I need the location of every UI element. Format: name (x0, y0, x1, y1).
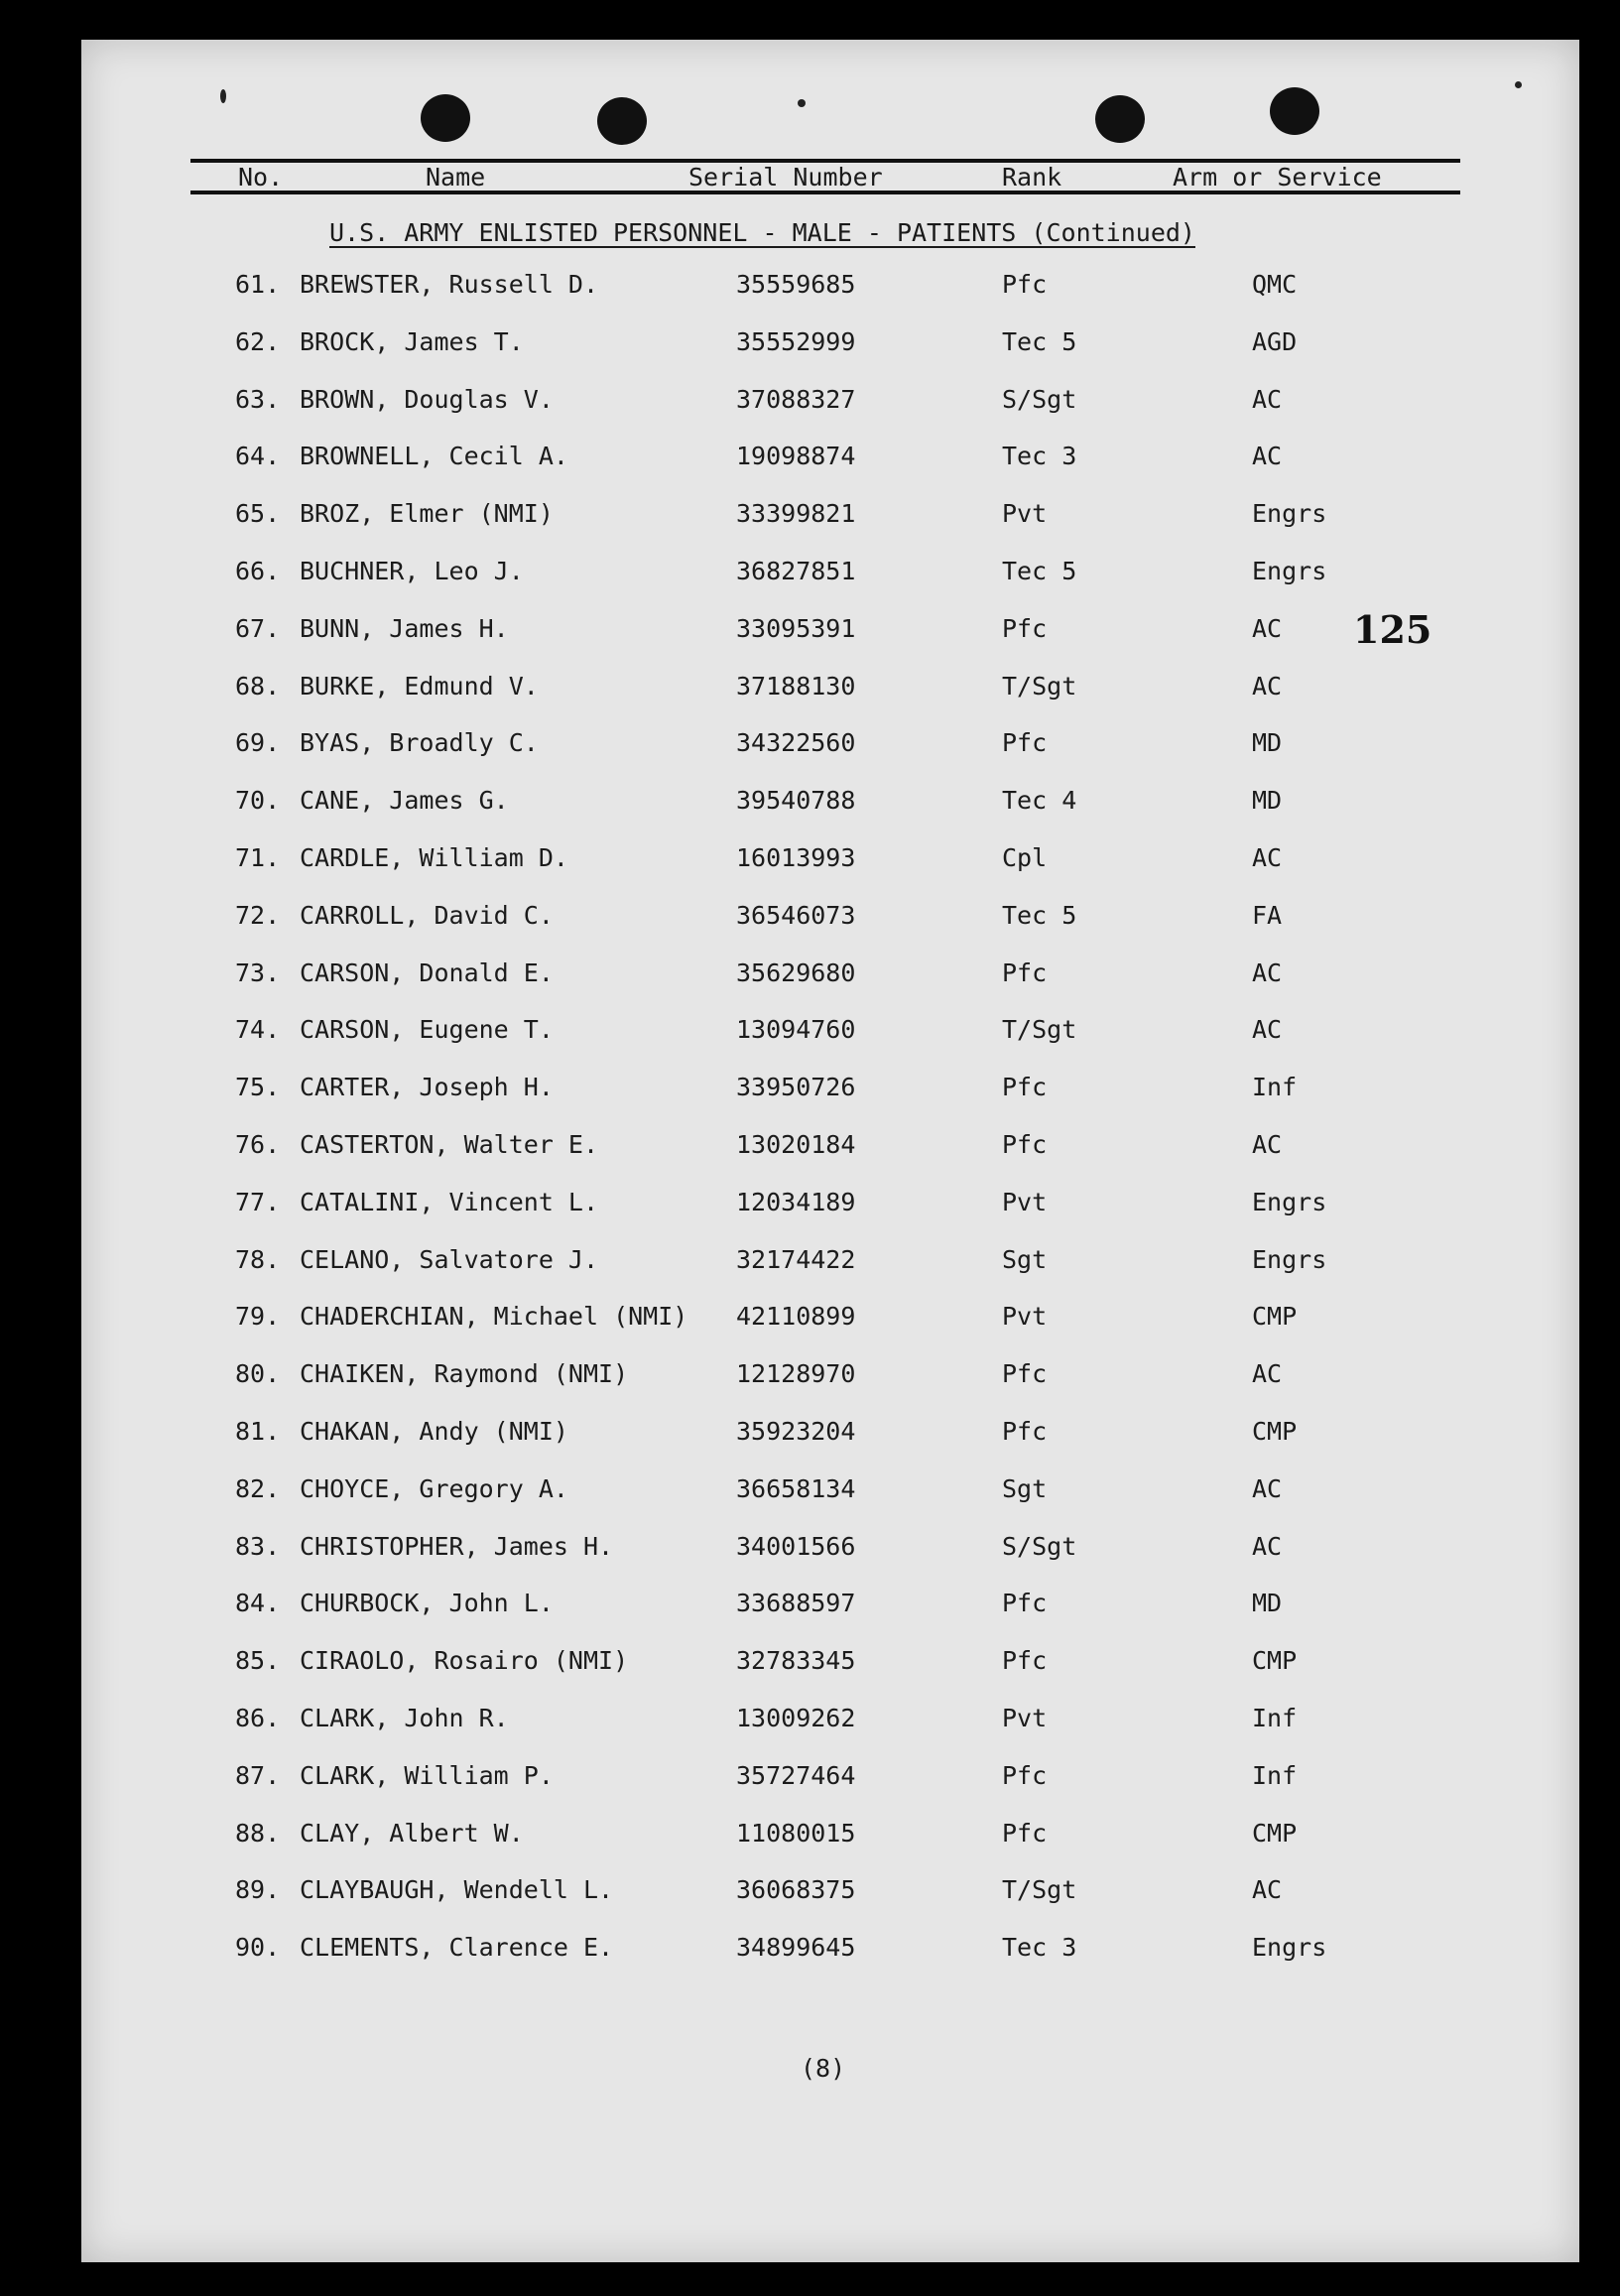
serial-number: 12128970 (736, 1359, 856, 1389)
person-name: CELANO, Salvatore J. (300, 1244, 599, 1274)
rank: Cpl (1002, 843, 1048, 872)
row-number: 84. (235, 1589, 281, 1618)
col-header-rank: Rank (1002, 163, 1062, 191)
row-number: 71. (235, 843, 281, 872)
person-name: CATALINI, Vincent L. (300, 1187, 599, 1216)
person-name: BURKE, Edmund V. (300, 671, 539, 701)
ink-speck (1515, 81, 1522, 88)
row-number: 72. (235, 900, 281, 930)
serial-number: 33399821 (736, 499, 856, 529)
person-name: CARDLE, William D. (300, 843, 568, 872)
table-row (81, 385, 1579, 425)
rank: Pfc (1002, 1760, 1048, 1790)
arm-or-service: AC (1252, 613, 1283, 643)
rank: Pfc (1002, 270, 1048, 299)
section-title: U.S. ARMY ENLISTED PERSONNEL - MALE - PATIENTS (Continued) (329, 218, 1195, 247)
person-name: BROZ, Elmer (NMI) (300, 499, 554, 529)
person-name: CHURBOCK, John L. (300, 1589, 554, 1618)
arm-or-service: AC (1252, 843, 1283, 872)
serial-number: 13020184 (736, 1130, 856, 1159)
person-name: CIRAOLO, Rosairo (NMI) (300, 1646, 629, 1676)
arm-or-service: AC (1252, 1875, 1283, 1905)
rank: Pfc (1002, 1130, 1048, 1159)
rank: Pvt (1002, 1302, 1048, 1332)
rank: Tec 3 (1002, 442, 1077, 471)
serial-number: 36658134 (736, 1473, 856, 1503)
person-name: BREWSTER, Russell D. (300, 270, 599, 299)
punch-hole (1270, 87, 1319, 135)
document-page (81, 40, 1579, 2262)
row-number: 76. (235, 1130, 281, 1159)
serial-number: 34322560 (736, 728, 856, 758)
serial-number: 39540788 (736, 786, 856, 816)
table-row (81, 1819, 1579, 1858)
table-row (81, 1130, 1579, 1170)
person-name: CARSON, Eugene T. (300, 1015, 554, 1045)
arm-or-service: AC (1252, 1015, 1283, 1045)
rank: Tec 5 (1002, 326, 1077, 356)
ink-speck (220, 89, 226, 103)
person-name: CLAYBAUGH, Wendell L. (300, 1875, 614, 1905)
row-number: 82. (235, 1473, 281, 1503)
rank: Pfc (1002, 1417, 1048, 1446)
person-name: CLARK, William P. (300, 1760, 554, 1790)
rank: Tec 5 (1002, 557, 1077, 585)
person-name: CHADERCHIAN, Michael (NMI) (300, 1302, 688, 1332)
arm-or-service: Inf (1252, 1704, 1298, 1732)
row-number: 85. (235, 1646, 281, 1676)
table-row (81, 1875, 1579, 1915)
punch-hole (597, 97, 647, 145)
rank: Pfc (1002, 728, 1048, 758)
arm-or-service: CMP (1252, 1417, 1298, 1446)
rank: Pvt (1002, 499, 1048, 529)
col-header-no: No. (238, 163, 284, 191)
col-header-arm: Arm or Service (1173, 163, 1382, 191)
serial-number: 16013993 (736, 843, 856, 872)
arm-or-service: Engrs (1252, 499, 1327, 529)
serial-number: 35727464 (736, 1760, 856, 1790)
arm-or-service: AC (1252, 1130, 1283, 1159)
table-row (81, 442, 1579, 481)
serial-number: 37188130 (736, 671, 856, 701)
serial-number: 33095391 (736, 613, 856, 643)
row-number: 68. (235, 671, 281, 701)
rank: Pvt (1002, 1187, 1048, 1216)
rank: Pfc (1002, 613, 1048, 643)
person-name: CARSON, Donald E. (300, 957, 554, 987)
serial-number: 35559685 (736, 270, 856, 299)
arm-or-service: AC (1252, 384, 1283, 414)
punch-hole (421, 94, 470, 142)
serial-number: 32783345 (736, 1646, 856, 1676)
rank: Sgt (1002, 1244, 1048, 1274)
row-number: 67. (235, 613, 281, 643)
row-number: 80. (235, 1359, 281, 1389)
arm-or-service: FA (1252, 900, 1283, 930)
person-name: BYAS, Broadly C. (300, 728, 539, 758)
col-header-name: Name (426, 163, 486, 191)
serial-number: 13094760 (736, 1015, 856, 1045)
serial-number: 34001566 (736, 1531, 856, 1561)
row-number: 88. (235, 1818, 281, 1848)
rank: Pfc (1002, 1359, 1048, 1389)
row-number: 81. (235, 1417, 281, 1446)
rank: T/Sgt (1002, 1875, 1077, 1905)
row-number: 77. (235, 1187, 281, 1216)
arm-or-service: CMP (1252, 1646, 1298, 1676)
row-number: 62. (235, 326, 281, 356)
person-name: CARROLL, David C. (300, 900, 554, 930)
person-name: BROCK, James T. (300, 326, 524, 356)
table-row (81, 728, 1579, 768)
ink-speck (798, 99, 806, 107)
arm-or-service: AC (1252, 1473, 1283, 1503)
row-number: 73. (235, 957, 281, 987)
serial-number: 36546073 (736, 900, 856, 930)
row-number: 70. (235, 786, 281, 816)
rank: S/Sgt (1002, 1531, 1077, 1561)
serial-number: 35923204 (736, 1417, 856, 1446)
arm-or-service: CMP (1252, 1302, 1298, 1332)
rank: Pfc (1002, 1589, 1048, 1618)
table-row (81, 1188, 1579, 1227)
table-row (81, 1646, 1579, 1686)
serial-number: 34899645 (736, 1933, 856, 1963)
serial-number: 36827851 (736, 557, 856, 585)
arm-or-service: Inf (1252, 1760, 1298, 1790)
row-number: 65. (235, 499, 281, 529)
serial-number: 35629680 (736, 957, 856, 987)
table-row (81, 958, 1579, 998)
person-name: BROWN, Douglas V. (300, 384, 554, 414)
serial-number: 42110899 (736, 1302, 856, 1332)
punch-hole (1095, 95, 1145, 143)
rank: Tec 3 (1002, 1933, 1077, 1963)
row-number: 83. (235, 1531, 281, 1561)
table-row (81, 1761, 1579, 1801)
person-name: CLAY, Albert W. (300, 1818, 524, 1848)
person-name: CLARK, John R. (300, 1704, 509, 1732)
serial-number: 33688597 (736, 1589, 856, 1618)
serial-number: 37088327 (736, 384, 856, 414)
table-row (81, 1933, 1579, 1973)
table-row (81, 1474, 1579, 1514)
arm-or-service: AC (1252, 1531, 1283, 1561)
table-row (81, 499, 1579, 539)
row-number: 64. (235, 442, 281, 471)
serial-number: 33950726 (736, 1073, 856, 1102)
serial-number: 36068375 (736, 1875, 856, 1905)
person-name: CANE, James G. (300, 786, 509, 816)
arm-or-service: MD (1252, 1589, 1283, 1618)
row-number: 78. (235, 1244, 281, 1274)
person-name: CLEMENTS, Clarence E. (300, 1933, 614, 1963)
person-name: CHRISTOPHER, James H. (300, 1531, 614, 1561)
arm-or-service: AC (1252, 442, 1283, 471)
table-row (81, 1245, 1579, 1285)
person-name: CHOYCE, Gregory A. (300, 1473, 568, 1503)
row-number: 63. (235, 384, 281, 414)
person-name: CHAIKEN, Raymond (NMI) (300, 1359, 629, 1389)
row-number: 61. (235, 270, 281, 299)
row-number: 69. (235, 728, 281, 758)
arm-or-service: AC (1252, 1359, 1283, 1389)
arm-or-service: Engrs (1252, 557, 1327, 585)
person-name: BROWNELL, Cecil A. (300, 442, 568, 471)
serial-number: 13009262 (736, 1704, 856, 1732)
arm-or-service: MD (1252, 786, 1283, 816)
page-number: (8) (801, 2054, 846, 2083)
table-row (81, 1302, 1579, 1341)
row-number: 66. (235, 557, 281, 585)
row-number: 87. (235, 1760, 281, 1790)
table-row (81, 786, 1579, 826)
serial-number: 35552999 (736, 326, 856, 356)
serial-number: 19098874 (736, 442, 856, 471)
table-row (81, 1417, 1579, 1457)
rank: Pfc (1002, 1818, 1048, 1848)
rank: Pfc (1002, 1073, 1048, 1102)
rank: Tec 5 (1002, 900, 1077, 930)
arm-or-service: QMC (1252, 270, 1298, 299)
person-name: CARTER, Joseph H. (300, 1073, 554, 1102)
arm-or-service: CMP (1252, 1818, 1298, 1848)
row-number: 74. (235, 1015, 281, 1045)
rank: Pvt (1002, 1704, 1048, 1732)
serial-number: 12034189 (736, 1187, 856, 1216)
row-number: 90. (235, 1933, 281, 1963)
rank: Sgt (1002, 1473, 1048, 1503)
row-number: 89. (235, 1875, 281, 1905)
col-header-serial: Serial Number (688, 163, 883, 191)
serial-number: 11080015 (736, 1818, 856, 1848)
arm-or-service: AC (1252, 957, 1283, 987)
person-name: BUNN, James H. (300, 613, 509, 643)
person-name: CHAKAN, Andy (NMI) (300, 1417, 568, 1446)
table-row (81, 1015, 1579, 1055)
arm-or-service: Inf (1252, 1073, 1298, 1102)
table-row (81, 1704, 1579, 1743)
arm-or-service: Engrs (1252, 1244, 1327, 1274)
rank: T/Sgt (1002, 1015, 1077, 1045)
table-row (81, 901, 1579, 941)
person-name: CASTERTON, Walter E. (300, 1130, 599, 1159)
table-row (81, 557, 1579, 596)
table-row (81, 843, 1579, 883)
rank: T/Sgt (1002, 671, 1077, 701)
table-row (81, 1589, 1579, 1628)
table-row (81, 672, 1579, 711)
rank: Pfc (1002, 1646, 1048, 1676)
row-number: 75. (235, 1073, 281, 1102)
table-row (81, 327, 1579, 367)
rank: Pfc (1002, 957, 1048, 987)
person-name: BUCHNER, Leo J. (300, 557, 524, 585)
serial-number: 32174422 (736, 1244, 856, 1274)
page-stamp-number: 125 (1353, 607, 1433, 652)
table-row (81, 1073, 1579, 1112)
table-row (81, 270, 1579, 310)
arm-or-service: AC (1252, 671, 1283, 701)
row-number: 79. (235, 1302, 281, 1332)
rank: Tec 4 (1002, 786, 1077, 816)
row-number: 86. (235, 1704, 281, 1732)
arm-or-service: Engrs (1252, 1187, 1327, 1216)
rank: S/Sgt (1002, 384, 1077, 414)
arm-or-service: Engrs (1252, 1933, 1327, 1963)
table-row (81, 1359, 1579, 1399)
table-row (81, 1532, 1579, 1572)
arm-or-service: AGD (1252, 326, 1298, 356)
arm-or-service: MD (1252, 728, 1283, 758)
